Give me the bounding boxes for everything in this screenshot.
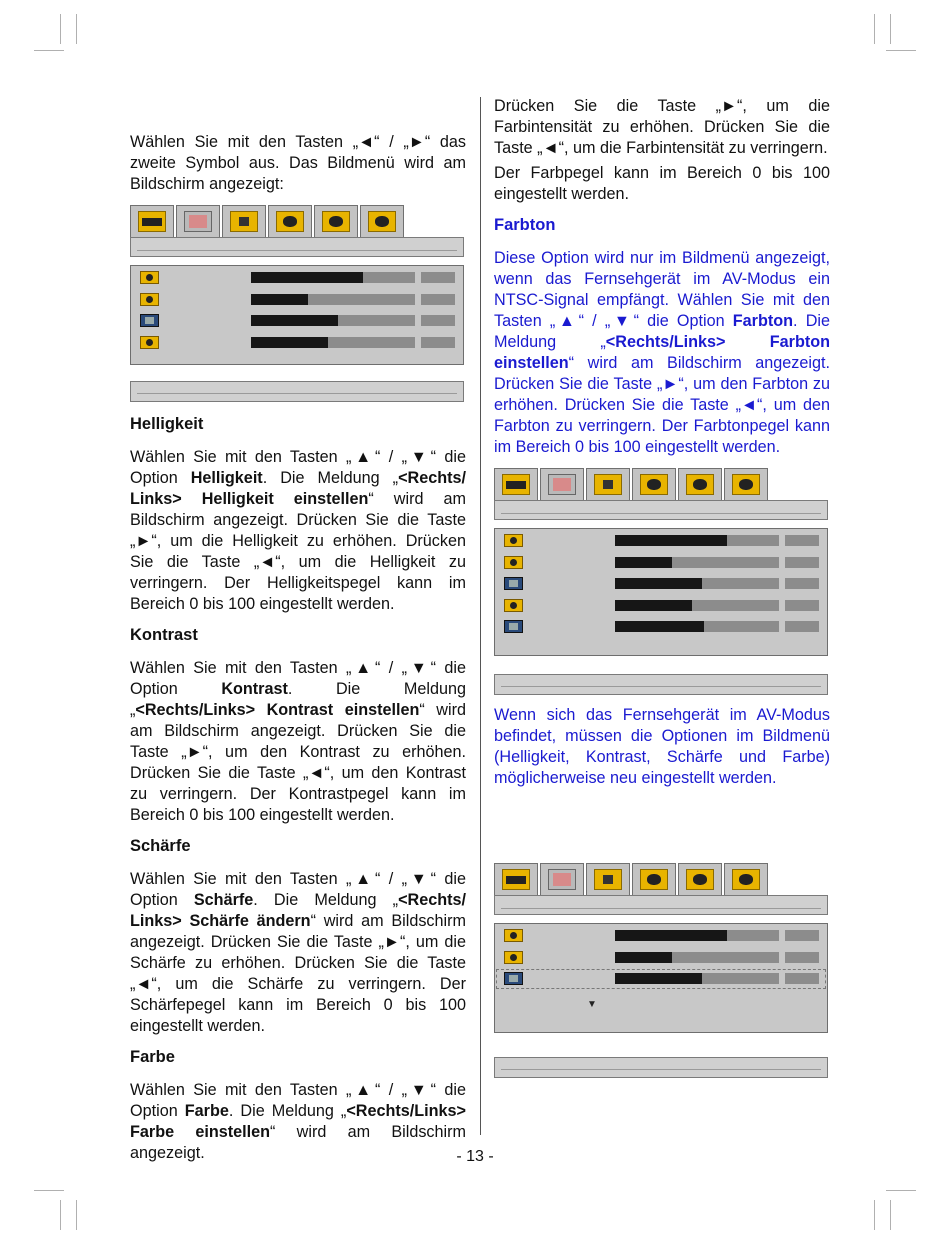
crop-mark	[874, 1200, 875, 1230]
level-fill	[251, 337, 328, 348]
menu-tab-source[interactable]	[678, 468, 722, 500]
option-name: Kontrast	[221, 680, 288, 698]
farbton-section	[494, 215, 830, 458]
level-slider[interactable]	[615, 973, 779, 984]
menu-tab-features[interactable]	[586, 468, 630, 500]
install-menu-icon	[640, 474, 668, 495]
brightness-icon	[140, 271, 159, 284]
text-run: “ wird am Bildschirm angezeigt. Drücken Sie die Taste „►“, um den Farbton zu erhöhen. Drücken Sie die Taste „◄“, um den Farbton zu verringern. Der Farbtonpegel kann im Bereich 0 bis 100 eingestellt werden.	[494, 354, 830, 456]
text-run: . Die Meldung „	[228, 1102, 347, 1120]
level-slider[interactable]	[615, 621, 779, 632]
menu-tabs	[494, 468, 828, 500]
text-run: . Die Meldung „	[262, 469, 399, 487]
farbe-text-continued: Drücken Sie die Taste „►“, um die Farbintensität zu erhöhen. Drücken Sie die Taste „◄“, um die Farbintensität zu verringern.	[494, 97, 830, 157]
menu-row-color[interactable]	[495, 595, 827, 617]
level-value-box	[421, 315, 455, 326]
level-value-box	[421, 337, 455, 348]
menu-status-bar	[130, 381, 464, 402]
text-run: “ wird am Bildschirm angezeigt. Drücken Sie die Taste „►“, um die Schärfe zu erhöhen. Drücken Sie die Taste „◄“, um die Schärfe zu verringern. Der Schärfepegel kann im Bereich 0 bis 100 eingestellt werden.	[130, 912, 466, 1035]
crop-mark	[886, 1190, 916, 1191]
source-menu-icon	[686, 474, 714, 495]
menu-body	[494, 923, 828, 1033]
menu-tab-picture[interactable]	[540, 468, 584, 500]
crop-mark	[890, 14, 891, 44]
menu-row-color[interactable]	[131, 332, 463, 354]
picture-menu-icon	[548, 474, 576, 495]
level-value-box	[785, 578, 819, 589]
column-divider	[480, 97, 481, 1135]
menu-row-sharpness[interactable]	[131, 310, 463, 332]
menu-tabs	[494, 863, 828, 895]
message-text: <Rechts/Links> Kontrast einstellen	[135, 701, 420, 719]
crop-mark	[886, 50, 916, 51]
settings-menu-icon	[732, 474, 760, 495]
menu-tab-features[interactable]	[222, 205, 266, 237]
picture-menu-3	[494, 863, 828, 1078]
level-value-box	[785, 600, 819, 611]
farbton-text	[494, 248, 830, 458]
menu-row-contrast[interactable]	[495, 947, 827, 969]
level-fill	[615, 535, 727, 546]
farbton-heading: Farbton	[494, 216, 556, 234]
contrast-icon	[504, 951, 523, 964]
level-value-box	[421, 294, 455, 305]
section-heading: Helligkeit	[130, 415, 204, 433]
crop-mark	[34, 50, 64, 51]
level-fill	[615, 930, 727, 941]
message-text: <Rechts/Links> Farbton einstellen	[494, 333, 831, 372]
sound-menu-icon	[502, 869, 530, 890]
menu-row-contrast[interactable]	[495, 552, 827, 574]
level-value-box	[785, 930, 819, 941]
option-name: Helligkeit	[190, 469, 263, 487]
section-heading: Farbe	[130, 1048, 175, 1066]
text-run: Wählen Sie mit den Tasten „▲“ / „▼“ die Option	[130, 659, 466, 698]
level-value-box	[785, 973, 819, 984]
level-value-box	[785, 535, 819, 546]
level-slider[interactable]	[251, 272, 415, 283]
level-slider[interactable]	[251, 315, 415, 326]
level-fill	[615, 557, 672, 568]
menu-tab-source[interactable]	[314, 205, 358, 237]
features-menu-icon	[594, 869, 622, 890]
menu-row-hue[interactable]	[495, 616, 827, 638]
menu-title-bar	[494, 895, 828, 915]
crop-mark	[34, 1190, 64, 1191]
crop-mark	[60, 1200, 61, 1230]
install-menu-icon	[276, 211, 304, 232]
menu-tab-source[interactable]	[678, 863, 722, 895]
level-fill	[615, 973, 702, 984]
menu-tab-settings[interactable]	[724, 863, 768, 895]
level-fill	[615, 952, 672, 963]
menu-row-brightness[interactable]	[131, 267, 463, 289]
level-value-box	[785, 952, 819, 963]
menu-tab-install[interactable]	[268, 205, 312, 237]
level-fill	[251, 315, 338, 326]
text-run: “ wird am Bildschirm angezeigt. Drücken Sie die Taste „►“, um den Kontrast zu erhöhen. Drücken Sie die Taste „◄“, um den Kontrast zu verringern. Der Kontrastpegel kann im Bereich 0 bis 100 eingestellt werden.	[130, 701, 466, 824]
intro-text: Wählen Sie mit den Tasten „◄“ / „►“ das zweite Symbol aus. Das Bildmenü wird am Bildschirm angezeigt:	[130, 133, 466, 193]
menu-status-bar	[494, 1057, 828, 1078]
color-icon	[140, 336, 159, 349]
brightness-icon	[504, 929, 523, 942]
level-fill	[615, 578, 702, 589]
brightness-icon	[504, 534, 523, 547]
crop-mark	[76, 1200, 77, 1230]
left-column	[130, 132, 466, 1174]
text-run: . Die Meldung „	[494, 312, 830, 351]
level-slider[interactable]	[251, 337, 415, 348]
level-slider[interactable]	[615, 535, 779, 546]
level-value-box	[785, 557, 819, 568]
menu-title-bar	[494, 500, 828, 520]
crop-mark	[890, 1200, 891, 1230]
sharpness-icon	[504, 577, 523, 590]
level-value-box	[421, 272, 455, 283]
menu-tab-settings[interactable]	[724, 468, 768, 500]
install-menu-icon	[640, 869, 668, 890]
sharpness-icon	[140, 314, 159, 327]
menu-tab-features[interactable]	[586, 863, 630, 895]
menu-tab-picture[interactable]	[176, 205, 220, 237]
section-text	[130, 447, 466, 615]
menu-tab-install[interactable]	[632, 863, 676, 895]
picture-menu-icon	[184, 211, 212, 232]
menu-tab-picture[interactable]	[540, 863, 584, 895]
menu-tab-install[interactable]	[632, 468, 676, 500]
menu-tab-sound[interactable]	[494, 863, 538, 895]
menu-title-bar	[130, 237, 464, 257]
text-run: . Die Meldung „	[253, 891, 399, 909]
section-heading: Kontrast	[130, 626, 198, 644]
level-slider[interactable]	[615, 600, 779, 611]
menu-body	[130, 265, 464, 365]
option-name: Farbe	[184, 1102, 229, 1120]
av-mode-note: Wenn sich das Fernsehgerät im AV-Modus befindet, müssen die Optionen im Bildmenü (Helligkeit, Kontrast, Schärfe und Farbe) möglicherweise neu eingestellt werden.	[494, 706, 830, 787]
right-column	[494, 96, 830, 1078]
text-run: . Die Meldung „	[130, 680, 466, 719]
crop-mark	[874, 14, 875, 44]
level-slider[interactable]	[615, 578, 779, 589]
section-heading: Schärfe	[130, 837, 191, 855]
picture-menu-icon	[548, 869, 576, 890]
menu-row-sharpness[interactable]	[495, 968, 827, 990]
level-fill	[615, 621, 704, 632]
level-fill	[251, 294, 308, 305]
section-text	[130, 869, 466, 1037]
message-text: <Rechts/Links> Farbe einstellen	[130, 1102, 466, 1141]
sharpness-icon	[504, 972, 523, 985]
hue-icon	[504, 620, 523, 633]
crop-mark	[60, 14, 61, 44]
menu-tab-settings[interactable]	[360, 205, 404, 237]
features-menu-icon	[230, 211, 258, 232]
menu-tab-sound[interactable]	[130, 205, 174, 237]
level-value-box	[785, 621, 819, 632]
menu-status-bar	[494, 674, 828, 695]
text-run: Wählen Sie mit den Tasten „▲“ / „▼“ die Option	[130, 448, 466, 487]
level-slider[interactable]	[615, 952, 779, 963]
text-run: “ wird am Bildschirm angezeigt. Drücken Sie die Taste „►“, um die Helligkeit zu erhöhen. Drücken Sie die Taste „◄“, um die Helligkeit zu verringern. Der Helligkeitspegel kann im Bereich 0 bis 100 eingestellt werden.	[130, 490, 466, 613]
more-items-arrow: ▼	[587, 999, 597, 1010]
section-text	[130, 658, 466, 826]
picture-menu-2	[494, 468, 828, 695]
message-text: <Rechts/ Links> Helligkeit einstellen	[130, 469, 466, 508]
features-menu-icon	[594, 474, 622, 495]
source-menu-icon	[322, 211, 350, 232]
settings-menu-icon	[368, 211, 396, 232]
menu-row-contrast[interactable]	[131, 289, 463, 311]
page-number: - 13 -	[456, 1148, 494, 1165]
level-slider[interactable]	[251, 294, 415, 305]
option-name: Schärfe	[193, 891, 254, 909]
color-icon	[504, 599, 523, 612]
menu-body	[494, 528, 828, 656]
option-name: Farbton	[732, 312, 794, 330]
farbe-range-text: Der Farbpegel kann im Bereich 0 bis 100 eingestellt werden.	[494, 164, 830, 203]
text-run: Diese Option wird nur im Bildmenü angezeigt, wenn das Fernsehgerät im AV-Modus ein NTSC-Signal empfängt. Wählen Sie mit den Tasten „▲“ / „▼“ die Option	[494, 249, 830, 330]
picture-menu-1	[130, 205, 464, 402]
menu-tab-sound[interactable]	[494, 468, 538, 500]
text-run: “ wird am Bildschirm angezeigt.	[130, 1123, 466, 1162]
contrast-icon	[504, 556, 523, 569]
menu-row-brightness[interactable]	[495, 530, 827, 552]
crop-mark	[76, 14, 77, 44]
menu-tabs	[130, 205, 464, 237]
level-fill	[251, 272, 363, 283]
settings-menu-icon	[732, 869, 760, 890]
source-menu-icon	[686, 869, 714, 890]
sound-menu-icon	[138, 211, 166, 232]
level-fill	[615, 600, 692, 611]
sound-menu-icon	[502, 474, 530, 495]
level-slider[interactable]	[615, 930, 779, 941]
text-run: Wählen Sie mit den Tasten „▲“ / „▼“ die Option	[130, 870, 466, 909]
menu-row-sharpness[interactable]	[495, 573, 827, 595]
text-run: Wählen Sie mit den Tasten „▲“ / „▼“ die Option	[130, 1081, 466, 1120]
level-slider[interactable]	[615, 557, 779, 568]
message-text: <Rechts/ Links> Schärfe ändern	[130, 891, 466, 930]
menu-row-brightness[interactable]	[495, 925, 827, 947]
contrast-icon	[140, 293, 159, 306]
